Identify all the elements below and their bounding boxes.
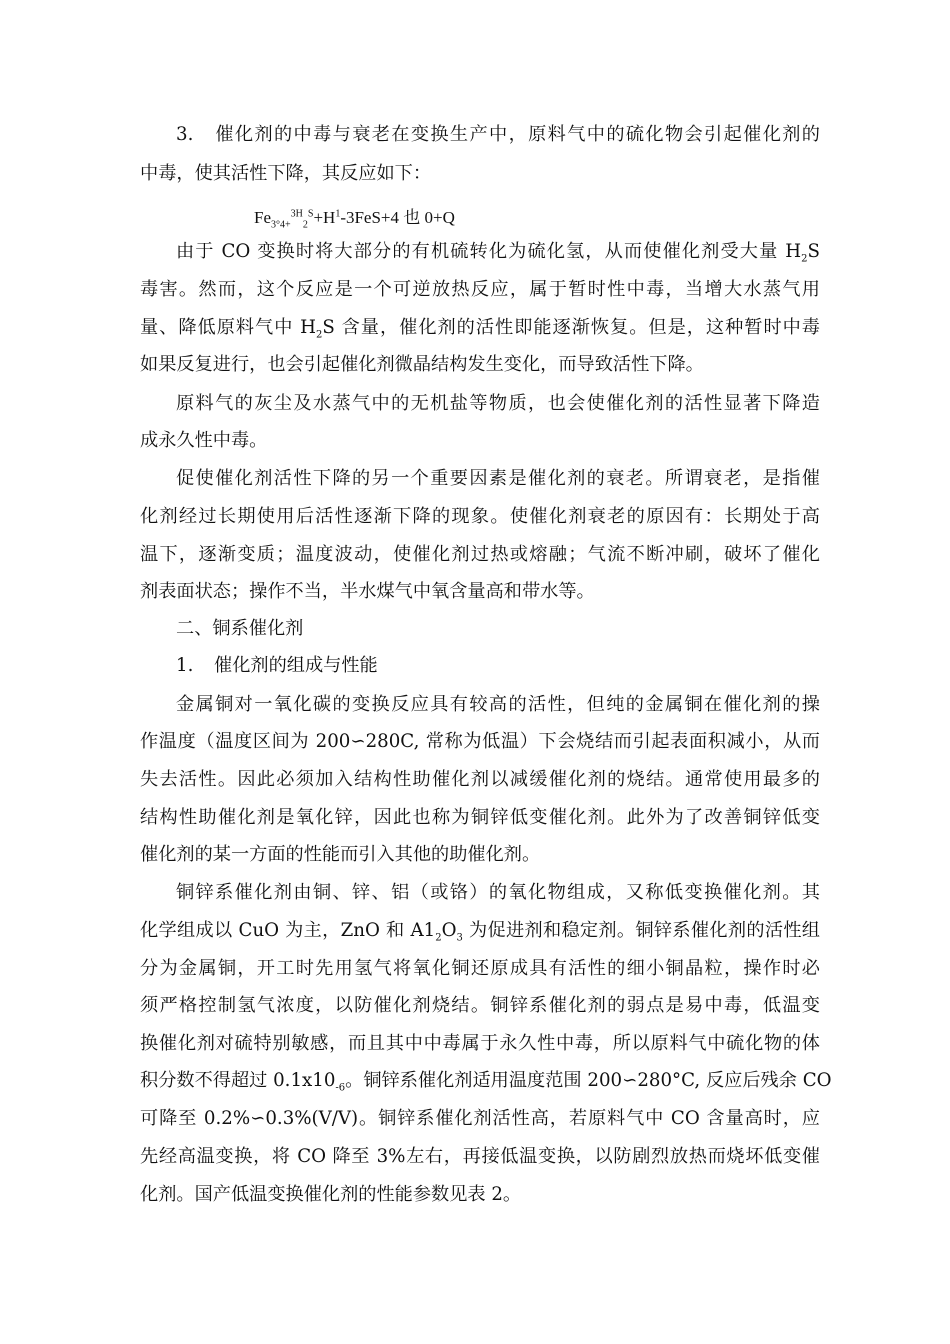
paragraph-line: 金属铜对一氧化碳的变换反应具有较高的活性，但纯的金属铜在催化剂的操 bbox=[176, 694, 820, 715]
paragraph-line: 中毒，使其活性下降，其反应如下： bbox=[140, 163, 432, 184]
heading-text: 催化剂的中毒与衰老在变换生产中，原料气中的硫化物会引起催化剂的 bbox=[214, 124, 820, 145]
paragraph-line: 结构性助催化剂是氧化锌，因此也称为铜锌低变催化剂。此外为了改善铜锌低变 bbox=[140, 807, 820, 828]
formula-part: -3FeS+4 也 0+Q bbox=[340, 208, 455, 227]
subscript: -6 bbox=[335, 1082, 346, 1094]
heading-number: 3. bbox=[176, 124, 194, 145]
heading-text: 催化剂的组成与性能 bbox=[214, 655, 378, 676]
paragraph-line: 失去活性。因此必须加入结构性助催化剂以减缓催化剂的烧结。通常使用最多的 bbox=[140, 769, 820, 790]
paragraph-line bbox=[140, 1069, 832, 1094]
formula-sup: S bbox=[307, 208, 314, 220]
subscript: 2 bbox=[801, 253, 808, 265]
subscript: 2 bbox=[316, 329, 323, 341]
paragraph-line bbox=[176, 240, 820, 264]
line-text: 。铜锌系催化剂适用温度范围 200∽280°C, 反应后残余 CO bbox=[345, 1070, 832, 1091]
paragraph-line bbox=[140, 919, 820, 943]
paragraph-line: 可降至 0.2%∽0.3%(V/V)。铜锌系催化剂活性高，若原料气中 CO 含量高时，应 bbox=[140, 1108, 820, 1129]
paragraph-line: 作温度（温度区间为 200∽280C, 常称为低温）下会烧结而引起表面积减小，从而 bbox=[140, 731, 820, 752]
formula-sub: 2 bbox=[302, 219, 308, 231]
paragraph-line: 成永久性中毒。 bbox=[140, 430, 268, 451]
heading-number: 1. bbox=[176, 655, 194, 676]
line-text: 积分数不得超过 0.1x10 bbox=[140, 1070, 336, 1091]
paragraph-line: 分为金属铜，开工时先用氢气将氧化铜还原成具有活性的细小铜晶粒，操作时必 bbox=[140, 958, 820, 979]
line-text: 化学组成以 CuO 为主，ZnO 和 A1 bbox=[140, 920, 436, 941]
numbered-heading-3 bbox=[176, 123, 820, 147]
formula-sub: 3° bbox=[271, 219, 280, 231]
section-heading: 二、铜系催化剂 bbox=[176, 618, 304, 639]
numbered-heading-1 bbox=[176, 654, 820, 678]
subscript: 2 bbox=[435, 932, 442, 944]
line-text: S 含量，催化剂的活性即能逐渐恢复。但是，这种暂时中毒 bbox=[322, 317, 820, 338]
line-text: 量、降低原料气中 H bbox=[140, 317, 317, 338]
paragraph-line: 毒害。然而，这个反应是一个可逆放热反应，属于暂时性中毒，当增大水蒸气用 bbox=[140, 279, 820, 300]
line-text: O bbox=[441, 920, 457, 941]
subscript: 3 bbox=[456, 932, 463, 944]
reaction-formula bbox=[254, 206, 455, 230]
paragraph-line: 先经高温变换，将 CO 降至 3%左右，再接低温变换，以防剧烈放热而烧坏低变催 bbox=[140, 1146, 820, 1167]
formula-sub: 4+ bbox=[280, 219, 291, 231]
paragraph-line: 原料气的灰尘及水蒸气中的无机盐等物质，也会使催化剂的活性显著下降造 bbox=[176, 393, 820, 414]
paragraph-line: 剂表面状态；操作不当，半水煤气中氧含量高和带水等。 bbox=[140, 581, 595, 602]
formula-sup: 3H bbox=[290, 208, 303, 220]
formula-part: +H bbox=[313, 208, 336, 227]
line-text: S bbox=[807, 241, 820, 262]
paragraph-line bbox=[140, 316, 820, 340]
paragraph-line: 温下，逐渐变质；温度波动，使催化剂过热或熔融；气流不断冲刷，破坏了催化 bbox=[140, 544, 820, 565]
paragraph-line: 化剂。国产低温变换催化剂的性能参数见表 2。 bbox=[140, 1184, 522, 1205]
paragraph-line: 催化剂的某一方面的性能而引入其他的助催化剂。 bbox=[140, 844, 541, 865]
paragraph-line: 铜锌系催化剂由铜、锌、铝（或铬）的氧化物组成，又称低变换催化剂。其 bbox=[176, 882, 820, 903]
paragraph-line: 促使催化剂活性下降的另一个重要因素是催化剂的衰老。所谓衰老，是指催 bbox=[176, 468, 820, 489]
paragraph-line: 换催化剂对硫特别敏感，而且其中中毒属于永久性中毒，所以原料气中硫化物的体 bbox=[140, 1033, 820, 1054]
formula-sup: 1 bbox=[335, 208, 341, 220]
line-text: 为促进剂和稳定剂。铜锌系催化剂的活性组 bbox=[462, 920, 820, 941]
paragraph-line: 化剂经过长期使用后活性逐渐下降的现象。使催化剂衰老的原因有：长期处于高 bbox=[140, 506, 820, 527]
paragraph-line: 须严格控制氢气浓度，以防催化剂烧结。铜锌系催化剂的弱点是易中毒，低温变 bbox=[140, 995, 820, 1016]
formula-part: Fe bbox=[254, 208, 271, 227]
paragraph-line: 如果反复进行，也会引起催化剂微晶结构发生变化，而导致活性下降。 bbox=[140, 354, 704, 375]
line-text: 由于 CO 变换时将大部分的有机硫转化为硫化氢，从而使催化剂受大量 H bbox=[176, 241, 802, 262]
